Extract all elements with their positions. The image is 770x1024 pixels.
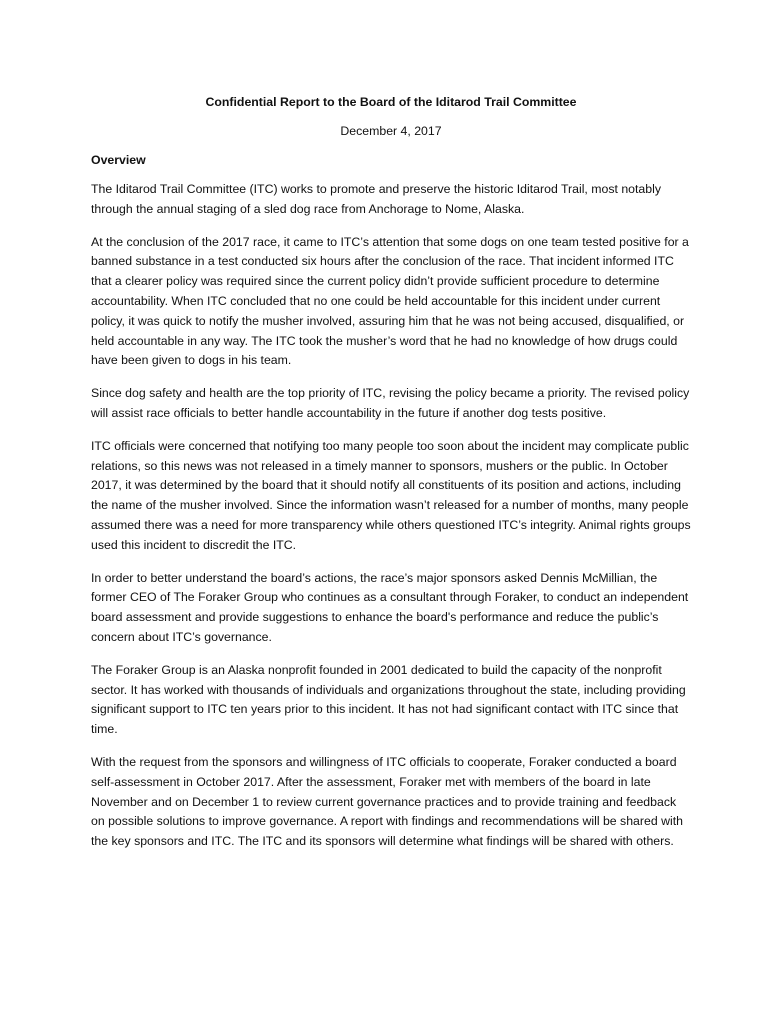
paragraph-2017-incident: At the conclusion of the 2017 race, it came to ITC’s attention that some dogs on one team tested positive for a banned substance in a test conducted six hours after the conclusion of the race. That incident informed ITC that a clearer policy was required since the current policy didn’t provide sufficient procedure to determine accountability. When ITC concluded that no one could be held accountable for this incident under current policy, it was quick to notify the musher involved, assuring him that he was not being accused, disqualified, or held accountable in any way. The ITC took the musher’s word that he had no knowledge of how drugs could have been given to dogs in his team. — [91, 234, 689, 368]
document-page — [91, 94, 691, 865]
paragraph-foraker-group: The Foraker Group is an Alaska nonprofit founded in 2001 dedicated to build the capacity of the nonprofit sector. It has worked with thousands of individuals and organizations throughout the state, including providing significant support to ITC ten years prior to this incident. It has not had significant contact with ITC since that time. — [91, 662, 686, 737]
document-title: Confidential Report to the Board of the Iditarod Trail Committee — [205, 95, 577, 109]
paragraph-dog-safety: Since dog safety and health are the top priority of ITC, revising the policy became a priority. The revised policy will assist race officials to better handle accountability in the future if another dog tests positive. — [91, 386, 690, 420]
section-heading-overview: Overview — [91, 153, 146, 167]
document-date: December 4, 2017 — [340, 124, 442, 138]
paragraph-board-assessment: With the request from the sponsors and willingness of ITC officials to cooperate, Foraker conducted a board self-assessment in October 2017. After the assessment, Foraker met with members of the board in late November and on December 1 to review current governance practices and to provide training and feedback on possible solutions to improve governance. A report with findings and recommendations will be shared with the key sponsors and ITC. The ITC and its sponsors will determine what findings will be shared with others. — [91, 754, 683, 849]
paragraph-sponsors-request: In order to better understand the board’s actions, the race’s major sponsors asked Dennis McMillian, the former CEO of The Foraker Group who continues as a consultant through Foraker, to conduct an independent board assessment and provide suggestions to enhance the board's performance and reduce the public’s concern about ITC’s governance. — [91, 570, 689, 644]
paragraph-public-relations: ITC officials were concerned that notifying too many people too soon about the incident may complicate public relations, so this news was not released in a timely manner to sponsors, mushers or the public. In October 2017, it was determined by the board that it should notify all constituents of its position and actions, including the name of the musher involved. Since the information wasn’t released for a number of months, many people assumed there was a need for more transparency while others questioned ITC’s integrity. Animal rights groups used this incident to discredit the ITC. — [91, 438, 691, 552]
paragraph-itc-intro: The Iditarod Trail Committee (ITC) works to promote and preserve the historic Iditarod Trail, most notably through the annual staging of a sled dog race from Anchorage to Nome, Alaska. — [91, 182, 661, 216]
